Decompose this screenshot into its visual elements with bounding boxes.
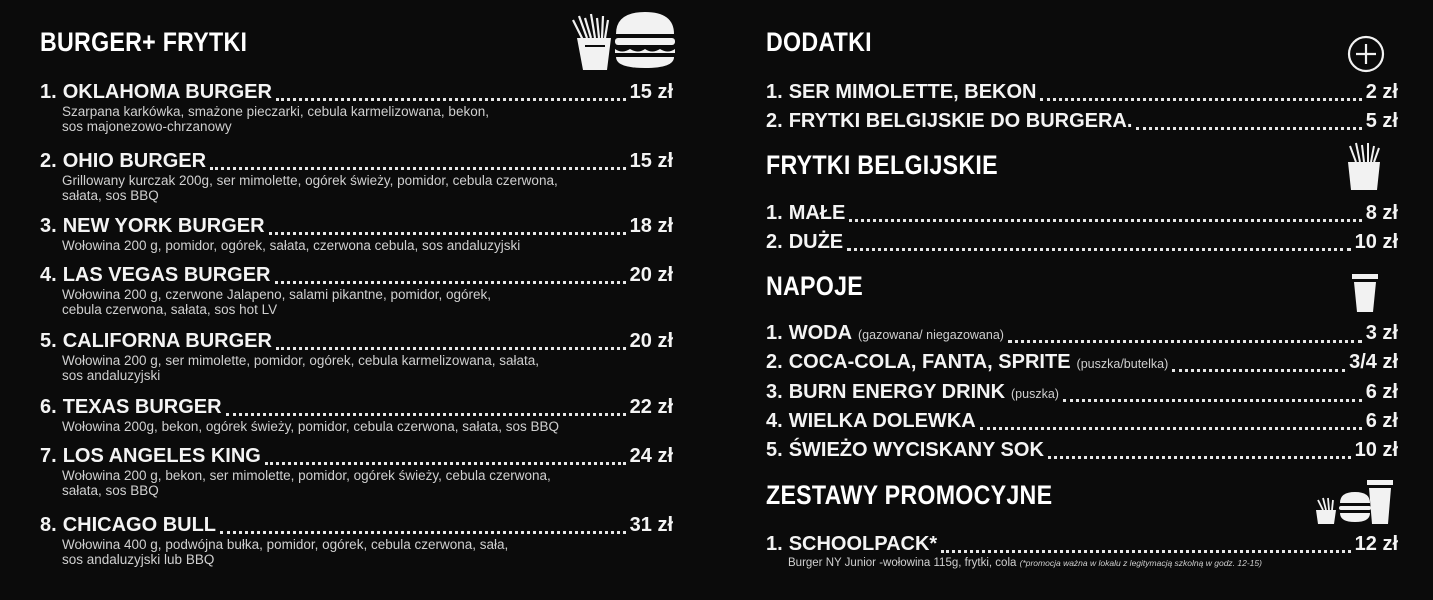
section-title-burgers: BURGER+ FRYTKI	[40, 27, 248, 57]
item-name: WODA	[788, 322, 853, 344]
menu-item	[40, 263, 673, 317]
item-price: 6 zł	[1365, 410, 1398, 432]
menu-item	[40, 80, 673, 134]
item-price: 20 zł	[629, 264, 673, 286]
item-name: MAŁE	[788, 202, 846, 224]
item-price: 6 zł	[1365, 381, 1398, 403]
cup-icon	[1350, 272, 1380, 314]
dot-leader	[1063, 396, 1362, 402]
item-number: 5.	[40, 330, 57, 352]
dot-leader	[276, 95, 626, 101]
dot-leader	[941, 547, 1350, 553]
item-number: 1.	[766, 81, 783, 103]
item-name: CHICAGO BULL	[62, 514, 217, 536]
dot-leader	[980, 424, 1362, 430]
item-description: Wołowina 200 g, pomidor, ogórek, sałata, czerwona cebula, sos andaluzyjski	[62, 238, 521, 253]
item-number: 1.	[766, 202, 783, 224]
item-name: DUŻE	[788, 231, 844, 253]
dot-leader	[226, 410, 626, 416]
item-name: WIELKA DOLEWKA	[788, 410, 976, 432]
item-description: Wołowina 200 g, bekon, ser mimolette, pomidor, ogórek świeży, cebula czerwona, sałata, sos BBQ	[62, 468, 551, 498]
item-description	[766, 556, 1398, 571]
item-price: 15 zł	[629, 150, 673, 172]
menu-item	[40, 395, 673, 434]
item-name: OKLAHOMA BURGER	[62, 81, 272, 103]
item-price: 8 zł	[1365, 202, 1398, 224]
item-number: 6.	[40, 396, 57, 418]
menu-item	[40, 329, 673, 383]
item-price: 2 zł	[1365, 81, 1398, 103]
menu-item	[40, 214, 673, 253]
menu-item	[766, 109, 1398, 133]
menu-item	[766, 380, 1398, 406]
dot-leader	[276, 344, 626, 350]
item-number: 3.	[766, 381, 783, 403]
menu-item	[40, 149, 673, 203]
item-name: NEW YORK BURGER	[62, 215, 265, 237]
item-price: 24 zł	[629, 445, 673, 467]
item-number: 4.	[766, 410, 783, 432]
item-price: 3 zł	[1365, 322, 1398, 344]
section-title-frytki: FRYTKI BELGIJSKIE	[766, 150, 998, 180]
item-number: 2.	[766, 231, 783, 253]
menu-item	[766, 80, 1398, 104]
menu-item	[766, 230, 1398, 254]
item-note: (gazowana/ niegazowana)	[858, 328, 1004, 342]
item-number: 5.	[766, 439, 783, 461]
dot-leader	[220, 528, 626, 534]
promo-footnote: (*promocja ważna w lokalu z legitymacją szkolną w godz. 12-15)	[1019, 558, 1262, 568]
dot-leader	[265, 459, 626, 465]
item-name: TEXAS BURGER	[62, 396, 222, 418]
item-description: Wołowina 400 g, podwójna bułka, pomidor, ogórek, cebula czerwona, sała, sos andaluzyjski lub BBQ	[62, 537, 509, 567]
item-note: (puszka/butelka)	[1076, 357, 1169, 371]
dot-leader	[1136, 124, 1361, 130]
item-description: Grillowany kurczak 200g, ser mimolette, ogórek świeży, pomidor, cebula czerwona, sałata, sos BBQ	[62, 173, 558, 203]
item-price: 15 zł	[629, 81, 673, 103]
item-number: 1.	[766, 322, 783, 344]
item-number: 2.	[40, 150, 57, 172]
menu-item	[766, 350, 1398, 376]
item-description: Wołowina 200 g, czerwone Jalapeno, salami pikantne, pomidor, ogórek, cebula czerwona, sałata, sos hot LV	[62, 287, 492, 317]
menu-item	[766, 438, 1398, 462]
item-name: CALIFORNA BURGER	[62, 330, 272, 352]
menu-item	[40, 513, 673, 567]
dot-leader	[269, 229, 626, 235]
item-number: 2.	[766, 110, 783, 132]
item-description: Wołowina 200g, bekon, ogórek świeży, pomidor, cebula czerwona, sałata, sos BBQ	[62, 419, 560, 434]
item-number: 1.	[40, 81, 57, 103]
fries-icon	[1342, 140, 1386, 192]
item-name: SER MIMOLETTE, BEKON	[788, 81, 1037, 103]
menu-item	[40, 444, 673, 498]
item-price: 20 zł	[629, 330, 673, 352]
section-title-dodatki: DODATKI	[766, 27, 872, 57]
menu-item	[766, 409, 1398, 433]
menu-item	[766, 532, 1398, 571]
dot-leader	[847, 245, 1351, 251]
item-price: 22 zł	[629, 396, 673, 418]
item-price: 10 zł	[1354, 231, 1398, 253]
menu-item	[766, 201, 1398, 225]
dot-leader	[1008, 337, 1362, 343]
item-price: 3/4 zł	[1349, 351, 1398, 373]
item-price: 12 zł	[1354, 533, 1398, 555]
item-price: 18 zł	[629, 215, 673, 237]
item-name: SCHOOLPACK*	[788, 533, 938, 555]
item-description: Wołowina 200 g, ser mimolette, pomidor, ogórek, cebula karmelizowana, sałata, sos andaluzyjski	[62, 353, 539, 383]
item-number: 2.	[766, 351, 783, 373]
dot-leader	[1048, 453, 1351, 459]
section-title-napoje: NAPOJE	[766, 271, 864, 301]
item-description-text: Burger NY Junior -wołowina 115g, frytki, cola	[788, 557, 1017, 569]
dot-leader	[1172, 366, 1345, 372]
item-name: BURN ENERGY DRINK	[788, 381, 1006, 403]
section-title-zestawy: ZESTAWY PROMOCYJNE	[766, 480, 1053, 510]
item-name: LOS ANGELES KING	[62, 445, 261, 467]
item-number: 7.	[40, 445, 57, 467]
item-name: COCA-COLA, FANTA, SPRITE	[788, 351, 1071, 373]
item-name: ŚWIEŻO WYCISKANY SOK	[788, 439, 1044, 461]
item-name: LAS VEGAS BURGER	[62, 264, 271, 286]
dot-leader	[1040, 95, 1361, 101]
item-number: 8.	[40, 514, 57, 536]
cup-icon	[1366, 478, 1394, 526]
item-number: 4.	[40, 264, 57, 286]
item-price: 31 zł	[629, 514, 673, 536]
dot-leader	[275, 278, 626, 284]
item-price: 10 zł	[1354, 439, 1398, 461]
menu-item	[766, 321, 1398, 347]
plus-circle-icon	[1346, 34, 1386, 74]
item-number: 1.	[766, 533, 783, 555]
item-number: 3.	[40, 215, 57, 237]
burger-icon	[612, 8, 678, 72]
dot-leader	[210, 164, 626, 170]
item-name: FRYTKI BELGIJSKIE DO BURGERA.	[788, 110, 1133, 132]
item-note: (puszka)	[1011, 387, 1059, 401]
item-name: OHIO BURGER	[62, 150, 207, 172]
item-price: 5 zł	[1365, 110, 1398, 132]
dot-leader	[849, 216, 1361, 222]
item-description: Szarpana karkówka, smażone pieczarki, cebula karmelizowana, bekon, sos majonezowo-chrzanowy	[62, 104, 489, 134]
